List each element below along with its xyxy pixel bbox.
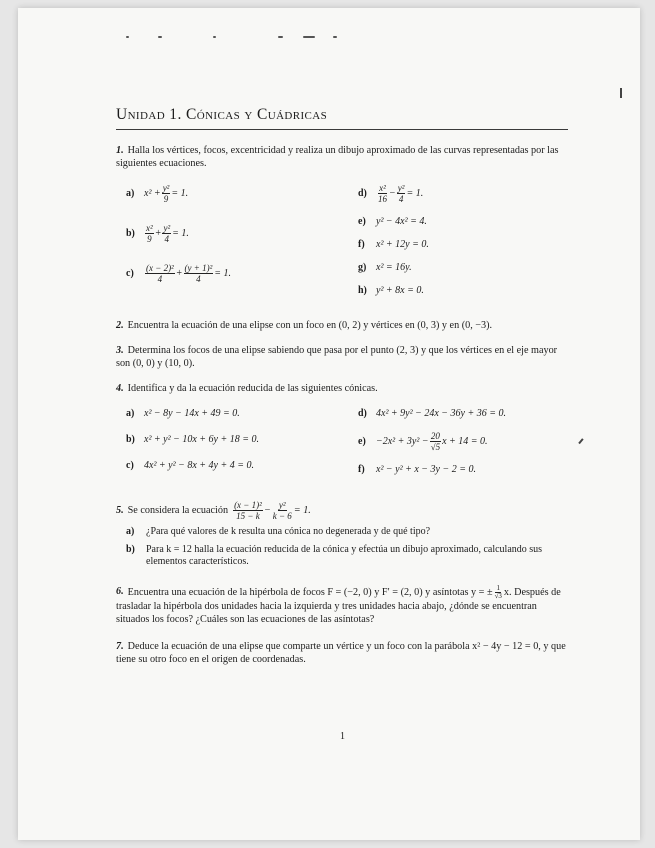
equation-item: c) $\frac{\text{(x − 2)²}}{4}$ + $\frac{\text{(y + 1)²}}{4}$ = 1.	[126, 262, 232, 284]
exercise-number: 1.	[116, 145, 124, 156]
equation-item: b) $\frac{\text{x²}}{9}$ + $\frac{\text{y²}}{4}$ = 1.	[126, 222, 189, 244]
equation-item: b) x² + y² − 10x + 6y + 18 = 0.	[126, 433, 259, 445]
equation-item: g) x² = 16y.	[358, 261, 412, 273]
fraction: $\frac{1}{√3}$	[494, 583, 502, 600]
equation-item: e) y² − 4x² = 4.	[358, 215, 427, 227]
equation-item: h) y² + 8x = 0.	[358, 284, 424, 296]
paper-sheet	[18, 8, 640, 840]
fraction: $\frac{\text{(x − 2)²}}{4}$	[146, 262, 174, 284]
fraction: $\frac{\text{(y + 1)²}}{4}$	[184, 262, 213, 284]
equation-item: d) 4x² + 9y² − 24x − 36y + 36 = 0.	[358, 407, 506, 419]
equation-grid	[116, 178, 568, 303]
exercise-5: 5. Se considera la ecuación $\frac{\text{(x − 1)²}}{15 - k}$ − $\frac{\text{y²}}{k - 6}$ = 1. a) ¿Para qué valores de k resulta una cónica no degenerada y de qué tipo? b) Para k = 12 halla la ecuación reducida de la cónica y efectúa un dibujo aproximado, calculando sus elementos característicos.	[116, 500, 568, 569]
equation-item: f) x² + 12y = 0.	[358, 238, 429, 250]
exercise-text: Halla los vértices, focos, excentricidad y realiza un dibujo aproximado de las curvas representadas por las siguientes ecuaciones.	[116, 145, 559, 169]
subquestion: a) ¿Para qué valores de k resulta una cónica no degenerada y de qué tipo?	[126, 526, 431, 537]
scan-mark	[620, 88, 622, 98]
page-title: Unidad 1. Cónicas y Cuádricas	[116, 106, 568, 130]
equation-grid	[116, 403, 568, 482]
equation-item: f) x² − y² + x − 3y − 2 = 0.	[358, 463, 476, 475]
equation-item: a) x² − 8y − 14x + 49 = 0.	[126, 407, 240, 419]
fraction: $\frac{\text{(x − 1)²}}{15 - k}$	[234, 500, 262, 521]
equation-item: d) $\frac{\text{x²}}{16}$ − $\frac{\text{y²}}{4}$ = 1.	[358, 182, 424, 204]
exercise-3: 3. Determina los focos de una elipse sabiendo que pasa por el punto (2, 3) y que los vértices en el eje mayor son (0, 0) y (10, 0).	[116, 345, 558, 369]
fraction: $\frac{\text{y²}}{4}$	[397, 182, 405, 204]
page-number: 1	[340, 731, 345, 742]
exercise-4: 4. Identifica y da la ecuación reducida de las siguientes cónicas. a) x² − 8y − 14x + 49 = 0. b) x² + y² − 10x + 6y + 18 = 0. c) 4x² + y² − 8x + 4y + 4 = 0. d) 4x² + 9y² − 24x − 36y + 36 = 0. e) −2x² + 3y² − $\frac{20}{√5}$ x + 14 = 0. f) x² − y² + x − 3y − 2 = 0.	[116, 382, 568, 482]
exercise-2: 2. Encuentra la ecuación de una elipse con un foco en (0, 2) y vértices en (0, 3) y en (0, −3).	[116, 320, 493, 331]
fraction: $\frac{\text{y²}}{4}$	[163, 222, 171, 244]
exercise-1	[116, 144, 568, 303]
equation-item: c) 4x² + y² − 8x + 4y + 4 = 0.	[126, 459, 254, 471]
exercise-6: 6. Encuentra una ecuación de la hipérbola de focos F = (−2, 0) y F′ = (2, 0) y asíntotas y = ± $\frac{1}{√3}$ x. Después de trasladar la hipérbola dos unidades hacia la izquierda y tres unidades hacia abajo, ¿dónde se encuentran situados los focos? ¿Cuáles son las ecuaciones de las asíntotas?	[116, 583, 561, 625]
equation-item: e) −2x² + 3y² − $\frac{20}{√5}$ x + 14 = 0.	[358, 430, 488, 452]
fraction: $\frac{\text{y²}}{9}$	[162, 182, 170, 204]
document-content	[116, 106, 568, 678]
equation-item: a) x² + $\frac{\text{y²}}{9}$ = 1.	[126, 182, 189, 204]
scan-artifacts	[118, 36, 378, 44]
fraction: $\frac{\text{y²}}{k - 6}$	[272, 500, 292, 521]
fraction: $\frac{20}{√5}$	[430, 430, 441, 452]
subquestion: b) Para k = 12 halla la ecuación reducida de la cónica y efectúa un dibujo aproximado, calculando sus elementos característicos.	[126, 543, 543, 567]
fraction: $\frac{\text{x²}}{16}$	[378, 182, 387, 204]
scan-mark	[578, 438, 583, 444]
fraction: $\frac{\text{x²}}{9}$	[146, 222, 153, 244]
exercise-7: 7. Deduce la ecuación de una elipse que comparte un vértice y un foco con la parábola x² − 4y − 12 = 0, y que tiene su otro foco en el origen de coordenadas.	[116, 640, 566, 665]
